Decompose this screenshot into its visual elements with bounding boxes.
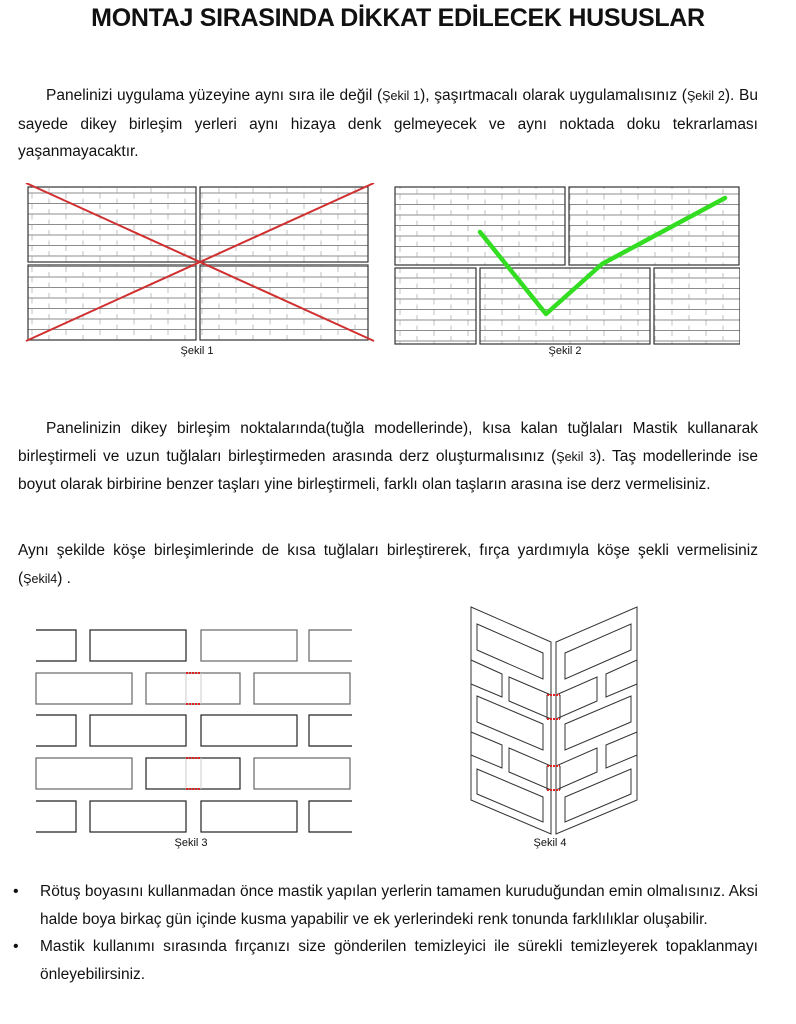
panel: [654, 268, 740, 344]
list-item: [10, 878, 758, 933]
panel: [569, 187, 739, 265]
figure-3-caption: Şekil 3: [174, 837, 208, 849]
brick: [309, 801, 352, 832]
brick: [254, 673, 350, 704]
paragraph-vertical-joints: [18, 415, 758, 499]
paragraph-stagger-instruction: [18, 82, 758, 166]
figure-4-corner-joint: [465, 604, 645, 836]
figure-reference-3: Şekil 3: [556, 449, 597, 464]
bullet-icon: •: [13, 938, 19, 955]
panel: [28, 187, 196, 262]
figure-4-caption: Şekil 4: [533, 837, 567, 849]
brick: [254, 758, 350, 789]
brick-joined: [146, 758, 240, 789]
paragraph-corner-joints: [18, 537, 758, 593]
figure-reference-1: Şekil 1: [382, 89, 421, 103]
bullet-icon: •: [13, 883, 19, 900]
brick: [36, 673, 132, 704]
brick: [90, 801, 186, 832]
brick: [477, 769, 543, 822]
panel: [480, 268, 650, 344]
paragraph-text: ), şaşırtmacalı olarak uygulamalısınız (: [420, 87, 687, 104]
list-item-text: Mastik kullanımı sırasında fırçanızı size gönderilen temizleyici ile sürekli temizleyerek topaklanmayı önleyebilirsiniz.: [40, 938, 758, 983]
figure-reference-2: Şekil 2: [686, 89, 725, 103]
paragraph-text: Panelinizin dikey birleşim noktalarında(tuğla modellerinde), kısa kalan tuğlaları Mastik kullanarak birleştirmeli ve uzun tuğlaları birleştirmeden arasında derz oluşturmalısınız (: [18, 420, 758, 465]
figure-reference-4: Şekil4: [23, 571, 58, 586]
brick: [565, 624, 631, 679]
panel: [395, 187, 565, 265]
brick: [471, 732, 502, 768]
figure-2-staggered-panels: [392, 184, 740, 346]
brick: [606, 660, 637, 697]
brick: [565, 769, 631, 822]
brick: [201, 630, 297, 661]
paragraph-text: ). Bu sayede dikey birleşim yerleri aynı hizaya denk gelmeyecek ve aynı noktada doku tekrarlaması yaşanmayacaktır.: [18, 87, 758, 160]
brick: [471, 660, 502, 697]
brick: [606, 732, 637, 768]
figure-2-caption: Şekil 2: [548, 345, 582, 357]
brick: [90, 715, 186, 746]
paragraph-text: ). Taş modellerinde ise boyut olarak birbirine benzer taşları yine birleştirmeli, farklı olan taşların arasına ise derz vermelisiniz.: [18, 447, 758, 493]
brick: [309, 630, 352, 661]
brick: [565, 696, 631, 750]
paragraph-text: Aynı şekilde köşe birleşimlerinde de kısa tuğlaları birleştirerek, fırça yardımıyla köşe şekli vermelisiniz (: [18, 542, 758, 587]
brick: [36, 801, 76, 832]
list-item-text: Rötuş boyasını kullanmadan önce mastik yapılan yerlerin tamamen kuruduğundan emin olmalısınız. Aksi halde boya birkaç gün içinde kusma yapabilir ve ek yerlerindeki renk tonunda farklılıklar oluşabilir.: [40, 883, 758, 928]
brick: [556, 748, 597, 790]
figure-3-brick-joints: [30, 620, 360, 840]
page-title: MONTAJ SIRASINDA DİKKAT EDİLECEK HUSUSLAR: [91, 4, 705, 32]
panel: [200, 265, 368, 340]
brick: [36, 758, 132, 789]
brick: [36, 715, 76, 746]
brick: [477, 696, 543, 750]
corner-left-panel: [471, 607, 551, 834]
brick-joined: [146, 673, 240, 704]
brick: [509, 748, 551, 790]
panel: [395, 268, 476, 344]
brick: [201, 715, 297, 746]
figure-1-caption: Şekil 1: [180, 345, 214, 357]
brick: [36, 630, 76, 661]
mastic-joint: [547, 695, 560, 790]
list-item: [10, 933, 758, 988]
paragraph-text: ) .: [57, 569, 71, 587]
corner-right-panel: [556, 607, 637, 834]
figure-1-aligned-panels: [24, 183, 376, 343]
brick: [477, 624, 543, 679]
brick: [201, 801, 297, 832]
brick: [90, 630, 186, 661]
paragraph-text: Panelinizi uygulama yüzeyine aynı sıra ile değil (: [46, 87, 383, 104]
brick: [309, 715, 352, 746]
notes-list: [10, 878, 758, 988]
